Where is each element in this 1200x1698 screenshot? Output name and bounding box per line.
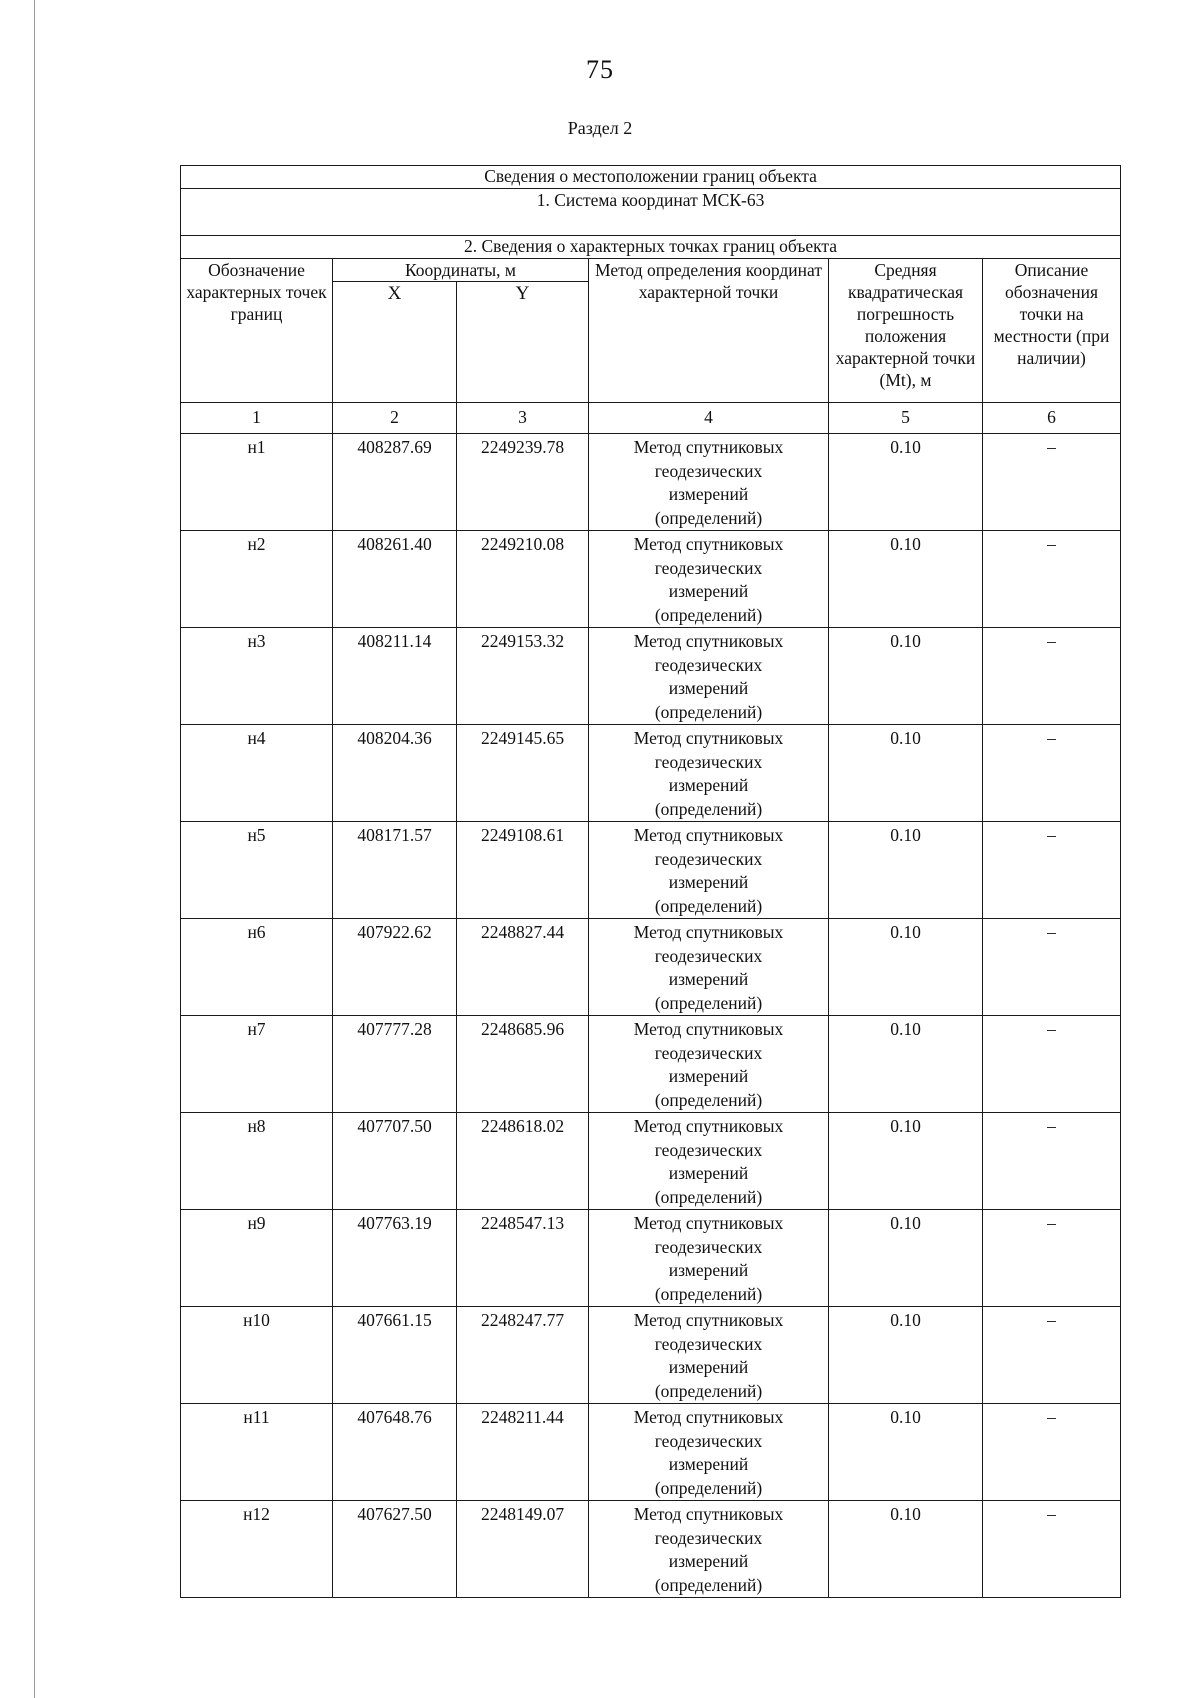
- point-x-cell: [333, 1210, 457, 1307]
- point-y-cell: [457, 1501, 589, 1598]
- point-designation-cell: [181, 1113, 333, 1210]
- point-y: 2249153.32: [480, 631, 565, 651]
- point-y: 2248547.13: [480, 1213, 565, 1233]
- point-description-cell: [983, 434, 1121, 531]
- point-designation-cell: [181, 919, 333, 1016]
- point-method: Метод спутниковых геодезических измерений (определений): [633, 1504, 784, 1595]
- header-designation: Обозначение характерных точек границ: [181, 259, 333, 403]
- point-method: Метод спутниковых геодезических измерений (определений): [633, 534, 784, 625]
- point-description-cell: [983, 1210, 1121, 1307]
- table-row: [181, 1016, 1121, 1113]
- point-method: Метод спутниковых геодезических измерений (определений): [633, 1019, 784, 1110]
- point-x-cell: [333, 1016, 457, 1113]
- point-error-cell: [829, 628, 983, 725]
- point-method-cell: [589, 1113, 829, 1210]
- table-row: [181, 1307, 1121, 1404]
- point-designation-cell: [181, 822, 333, 919]
- point-error: 0.10: [890, 1116, 921, 1136]
- point-designation: н10: [243, 1310, 270, 1330]
- point-y-cell: [457, 434, 589, 531]
- point-designation-cell: [181, 725, 333, 822]
- point-x: 407777.28: [357, 1019, 432, 1039]
- column-number: 5: [829, 403, 983, 434]
- point-description-cell: [983, 531, 1121, 628]
- point-error: 0.10: [890, 1407, 921, 1427]
- point-y-cell: [457, 725, 589, 822]
- point-error-cell: [829, 1404, 983, 1501]
- point-error-cell: [829, 1307, 983, 1404]
- point-y: 2249210.08: [480, 534, 565, 554]
- point-y-cell: [457, 1113, 589, 1210]
- column-numbers-row: [181, 403, 1121, 434]
- header-description: Описание обозначения точки на местности (при наличии): [983, 259, 1121, 403]
- point-designation-cell: [181, 1307, 333, 1404]
- table-row: [181, 1113, 1121, 1210]
- point-method: Метод спутниковых геодезических измерений (определений): [633, 1213, 784, 1304]
- point-error-cell: [829, 1210, 983, 1307]
- point-error-cell: [829, 434, 983, 531]
- point-x: 408287.69: [357, 437, 432, 457]
- point-description-cell: [983, 1307, 1121, 1404]
- point-y: 2248211.44: [481, 1407, 564, 1427]
- point-designation: н1: [247, 437, 266, 457]
- point-designation: н8: [247, 1116, 266, 1136]
- point-designation: н7: [247, 1019, 266, 1039]
- point-method: Метод спутниковых геодезических измерений (определений): [633, 631, 784, 722]
- boundary-points-table: [180, 165, 1121, 1598]
- point-description-cell: [983, 1501, 1121, 1598]
- point-error-cell: [829, 531, 983, 628]
- page-number: 75: [586, 55, 614, 84]
- point-description-cell: [983, 628, 1121, 725]
- header-coordinates: Координаты, м: [333, 259, 589, 282]
- point-x: 407707.50: [357, 1116, 432, 1136]
- point-error-cell: [829, 1501, 983, 1598]
- point-error-cell: [829, 919, 983, 1016]
- header-x: X: [333, 282, 457, 403]
- point-description-cell: [983, 1404, 1121, 1501]
- point-description: –: [1047, 534, 1056, 554]
- point-y: 2248827.44: [480, 922, 565, 942]
- point-designation-cell: [181, 1210, 333, 1307]
- point-error-cell: [829, 1016, 983, 1113]
- point-x: 408211.14: [357, 631, 432, 651]
- point-description-cell: [983, 822, 1121, 919]
- point-error: 0.10: [890, 728, 921, 748]
- point-designation: н5: [247, 825, 266, 845]
- point-description: –: [1047, 1019, 1056, 1039]
- point-method: Метод спутниковых геодезических измерений (определений): [633, 437, 784, 528]
- point-designation-cell: [181, 434, 333, 531]
- point-x-cell: [333, 822, 457, 919]
- point-y: 2248149.07: [480, 1504, 565, 1524]
- point-designation: н9: [247, 1213, 266, 1233]
- point-method: Метод спутниковых геодезических измерений (определений): [633, 728, 784, 819]
- point-x-cell: [333, 531, 457, 628]
- point-method-cell: [589, 1404, 829, 1501]
- point-method-cell: [589, 725, 829, 822]
- table-row: [181, 919, 1121, 1016]
- point-y: 2249145.65: [480, 728, 565, 748]
- point-x-cell: [333, 919, 457, 1016]
- point-method-cell: [589, 628, 829, 725]
- column-number: 2: [333, 403, 457, 434]
- point-error: 0.10: [890, 437, 921, 457]
- point-x: 407648.76: [357, 1407, 432, 1427]
- point-x-cell: [333, 1501, 457, 1598]
- point-error-cell: [829, 1113, 983, 1210]
- point-x: 407661.15: [357, 1310, 432, 1330]
- point-method-cell: [589, 531, 829, 628]
- section-title: Раздел 2: [567, 118, 633, 138]
- point-error: 0.10: [890, 922, 921, 942]
- point-description: –: [1047, 437, 1056, 457]
- point-designation-cell: [181, 628, 333, 725]
- point-designation-cell: [181, 1501, 333, 1598]
- table-row: [181, 1404, 1121, 1501]
- table-row: [181, 1210, 1121, 1307]
- point-x-cell: [333, 434, 457, 531]
- point-y: 2248247.77: [480, 1310, 565, 1330]
- point-description: –: [1047, 922, 1056, 942]
- column-number: 1: [181, 403, 333, 434]
- table-row: [181, 725, 1121, 822]
- point-y-cell: [457, 822, 589, 919]
- point-method-cell: [589, 919, 829, 1016]
- point-method-cell: [589, 1210, 829, 1307]
- point-x-cell: [333, 1404, 457, 1501]
- coordinate-system: 1. Система координат МСК-63: [181, 189, 1121, 236]
- point-method: Метод спутниковых геодезических измерений (определений): [633, 1407, 784, 1498]
- point-x-cell: [333, 1113, 457, 1210]
- point-method-cell: [589, 434, 829, 531]
- point-designation-cell: [181, 1016, 333, 1113]
- point-method: Метод спутниковых геодезических измерений (определений): [633, 922, 784, 1013]
- point-designation: н6: [247, 922, 266, 942]
- point-description: –: [1047, 631, 1056, 651]
- point-method-cell: [589, 1501, 829, 1598]
- point-error: 0.10: [890, 1504, 921, 1524]
- point-description-cell: [983, 919, 1121, 1016]
- column-number: 4: [589, 403, 829, 434]
- table-caption: Сведения о местоположении границ объекта: [181, 166, 1121, 189]
- point-description: –: [1047, 728, 1056, 748]
- point-designation: н3: [247, 631, 266, 651]
- point-error: 0.10: [890, 631, 921, 651]
- point-error: 0.10: [890, 1213, 921, 1233]
- point-description-cell: [983, 725, 1121, 822]
- point-designation-cell: [181, 1404, 333, 1501]
- point-description-cell: [983, 1016, 1121, 1113]
- point-description: –: [1047, 1116, 1056, 1136]
- point-method: Метод спутниковых геодезических измерений (определений): [633, 1116, 784, 1207]
- point-description: –: [1047, 825, 1056, 845]
- point-y-cell: [457, 1404, 589, 1501]
- point-designation-cell: [181, 531, 333, 628]
- point-error: 0.10: [890, 1310, 921, 1330]
- table-row: [181, 531, 1121, 628]
- table-row: [181, 628, 1121, 725]
- points-section-title: 2. Сведения о характерных точках границ объекта: [181, 236, 1121, 259]
- header-error: Средняя квадратическая погрешность положения характерной точки (Mt), м: [829, 259, 983, 403]
- point-method: Метод спутниковых геодезических измерений (определений): [633, 825, 784, 916]
- point-y-cell: [457, 1210, 589, 1307]
- scan-left-edge: [34, 0, 35, 1698]
- column-number: 6: [983, 403, 1121, 434]
- point-error: 0.10: [890, 1019, 921, 1039]
- point-error-cell: [829, 725, 983, 822]
- point-x-cell: [333, 628, 457, 725]
- point-y-cell: [457, 1016, 589, 1113]
- point-y-cell: [457, 919, 589, 1016]
- point-designation: н2: [247, 534, 266, 554]
- point-description: –: [1047, 1310, 1056, 1330]
- point-x-cell: [333, 725, 457, 822]
- point-x: 408204.36: [357, 728, 432, 748]
- point-error: 0.10: [890, 534, 921, 554]
- point-error-cell: [829, 822, 983, 919]
- point-y: 2248618.02: [480, 1116, 565, 1136]
- point-y: 2249108.61: [480, 825, 565, 845]
- point-y-cell: [457, 1307, 589, 1404]
- point-x: 408261.40: [357, 534, 432, 554]
- point-y: 2248685.96: [480, 1019, 565, 1039]
- point-x: 407763.19: [357, 1213, 432, 1233]
- point-y-cell: [457, 628, 589, 725]
- point-description: –: [1047, 1407, 1056, 1427]
- point-description: –: [1047, 1213, 1056, 1233]
- point-y-cell: [457, 531, 589, 628]
- point-designation: н12: [243, 1504, 270, 1524]
- point-x: 407922.62: [357, 922, 432, 942]
- table-row: [181, 1501, 1121, 1598]
- point-x: 407627.50: [357, 1504, 432, 1524]
- point-description-cell: [983, 1113, 1121, 1210]
- point-designation: н11: [243, 1407, 270, 1427]
- point-method: Метод спутниковых геодезических измерений (определений): [633, 1310, 784, 1401]
- table-row: [181, 822, 1121, 919]
- point-method-cell: [589, 822, 829, 919]
- point-y: 2249239.78: [480, 437, 565, 457]
- point-method-cell: [589, 1016, 829, 1113]
- point-method-cell: [589, 1307, 829, 1404]
- point-description: –: [1047, 1504, 1056, 1524]
- point-error: 0.10: [890, 825, 921, 845]
- point-x-cell: [333, 1307, 457, 1404]
- column-number: 3: [457, 403, 589, 434]
- table-row: [181, 434, 1121, 531]
- point-x: 408171.57: [357, 825, 432, 845]
- header-y: Y: [457, 282, 589, 403]
- point-designation: н4: [247, 728, 266, 748]
- header-method: Метод определения координат характерной точки: [589, 259, 829, 403]
